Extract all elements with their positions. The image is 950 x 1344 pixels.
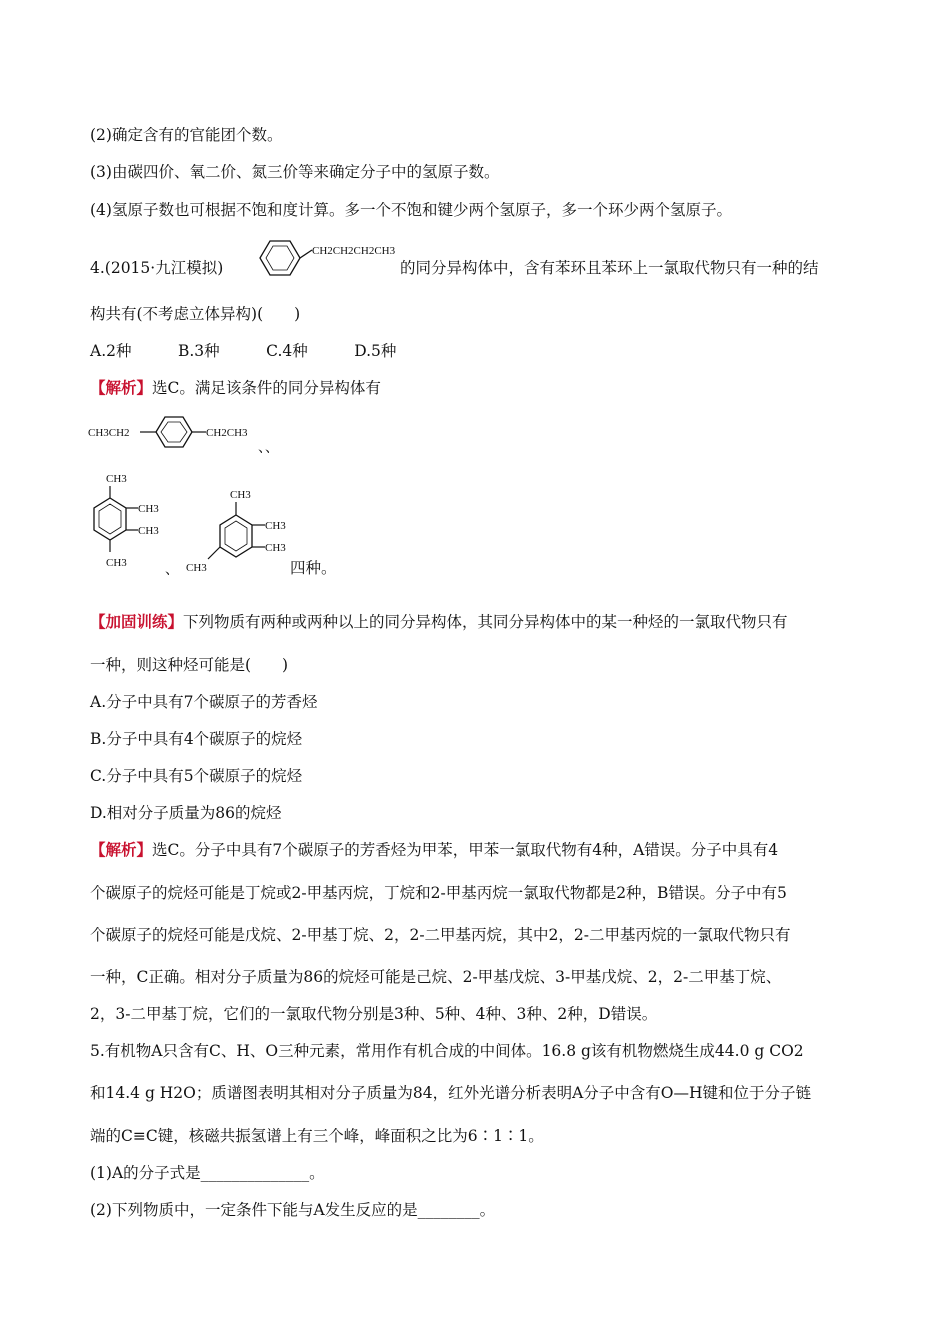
extra-option-d: D.相对分子质量为86的烷烃 (90, 804, 282, 822)
q4-stem-line-2: 构共有(不考虑立体异构)( ) (90, 305, 301, 323)
separator-2: 、 (165, 562, 179, 578)
svg-text:CH3CH2: CH3CH2 (88, 427, 130, 439)
hint-line-2: (2)确定含有的官能团个数。 (90, 126, 283, 144)
analysis-tag: 【解析】 (90, 378, 153, 397)
extra-stem-1: 【加固训练】下列物质有两种或两种以上的同分异构体，其同分异构体中的某一种烃的一氯取代物只有 (90, 612, 788, 631)
q4-prefix: 4.(2015·九江模拟) (90, 259, 224, 277)
svg-text:CH3: CH3 (186, 562, 207, 574)
q5-part-2: (2)下列物质中，一定条件下能与A发生反应的是________。 (90, 1201, 496, 1219)
extra-stem-2: 一种，则这种烃可能是( ) (90, 656, 289, 674)
svg-text:CH3: CH3 (265, 520, 286, 532)
extra-analysis-5: 2，3-二甲基丁烷，它们的一氯取代物分别是3种、5种、4种、3种、2种，D错误。 (90, 1005, 658, 1023)
hint-line-4: (4)氢原子数也可根据不饱和度计算。多一个不饱和键少两个氢原子，多一个环少两个氢原子。 (90, 201, 732, 219)
q5-stem-2: 和14.4 g H2O；质谱图表明其相对分子质量为84，红外光谱分析表明A分子中含有O—H键和位于分子链 (90, 1084, 812, 1102)
extra-option-a: A.分子中具有7个碳原子的芳香烃 (90, 693, 318, 711)
svg-text:CH3: CH3 (138, 503, 159, 515)
q4-stem-suffix: 的同分异构体中，含有苯环且苯环上一氯取代物只有一种的结 (400, 259, 819, 277)
hint-line-3: (3)由碳四价、氧二价、氮三价等来确定分子中的氢原子数。 (90, 163, 500, 181)
svg-text:CH2CH3: CH2CH3 (206, 427, 248, 439)
p-diethylbenzene-structure (88, 413, 278, 453)
svg-text:CH3: CH3 (106, 557, 127, 569)
q5-stem-1: 5.有机物A只含有C、H、O三种元素，常用作有机合成的中间体。16.8 g该有机物燃烧生成44.0 g CO2 (90, 1042, 804, 1060)
butylbenzene-structure (240, 232, 405, 284)
q4-analysis: 【解析】选C。满足该条件的同分异构体有 (90, 378, 381, 397)
extra-analysis-2: 个碳原子的烷烃可能是丁烷或2-甲基丙烷，丁烷和2-甲基丙烷一氯取代物都是2种，B错误。分子中有5 (90, 884, 787, 902)
extra-option-c: C.分子中具有5个碳原子的烷烃 (90, 767, 303, 785)
svg-text:CH3: CH3 (138, 525, 159, 537)
extra-option-b: B.分子中具有4个碳原子的烷烃 (90, 730, 303, 748)
extra-analysis-3: 个碳原子的烷烃可能是戊烷、2-甲基丁烷、2，2-二甲基丙烷，其中2，2-二甲基丙烷的一氯取代物只有 (90, 926, 791, 944)
separator-1: 、、 (258, 440, 279, 456)
svg-text:CH3: CH3 (230, 489, 251, 501)
svg-text:CH3: CH3 (106, 473, 127, 485)
butyl-substituent-label: CH2CH2CH2CH3 (312, 245, 396, 257)
extra-tag: 【加固训练】 (90, 612, 184, 631)
q4-analysis-end: 四种。 (290, 559, 337, 577)
q5-part-1: (1)A的分子式是______________。 (90, 1164, 325, 1182)
q4-options: A.2种 B.3种 C.4种 D.5种 (90, 342, 397, 360)
extra-analysis-1: 【解析】选C。分子中具有7个碳原子的芳香烃为甲苯，甲苯一氯取代物有4种，A错误。分子中具有4 (90, 840, 779, 859)
q5-stem-3: 端的C≡C键，核磁共振氢谱上有三个峰，峰面积之比为6∶1∶1。 (90, 1127, 544, 1145)
svg-text:CH3: CH3 (265, 542, 286, 554)
extra-analysis-tag: 【解析】 (90, 840, 153, 859)
extra-analysis-4: 一种，C正确。相对分子质量为86的烷烃可能是己烷、2-甲基戊烷、3-甲基戊烷、2，2-二甲基丁烷、 (90, 968, 782, 986)
tetramethylbenzene-structure-2 (180, 485, 300, 580)
